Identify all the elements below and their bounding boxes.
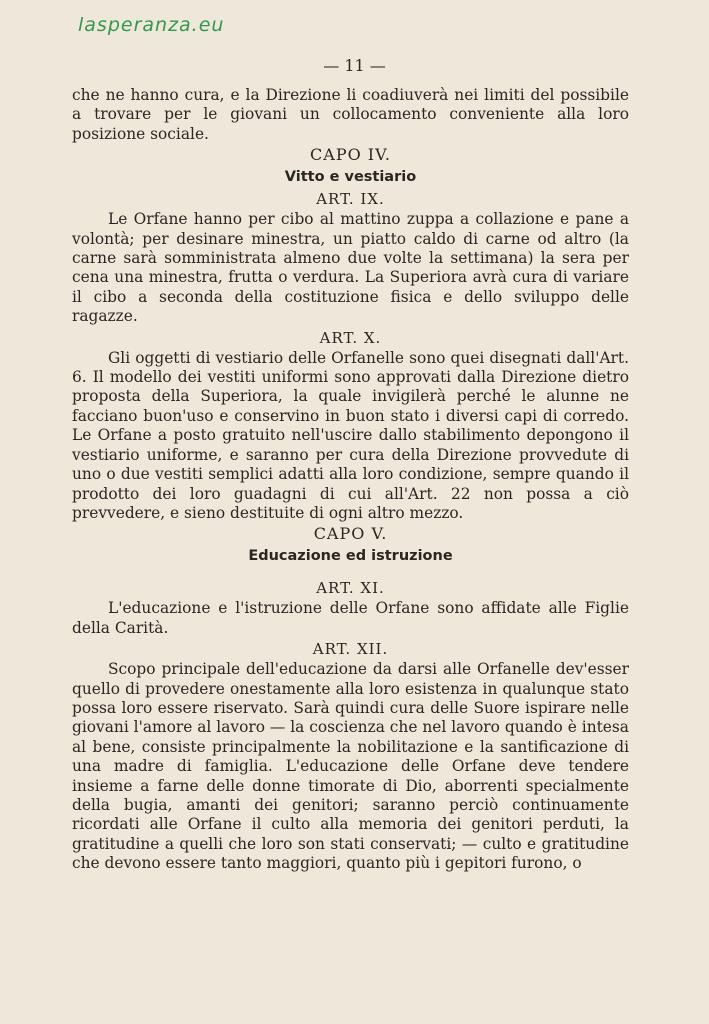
page-number: — 11 —: [323, 56, 386, 75]
watermark: lasperanza.eu: [78, 14, 225, 36]
capo-5-title: Educazione ed istruzione: [248, 548, 453, 565]
capo-5-heading: CAPO V.: [313, 524, 388, 544]
art-11-heading: ART. XI.: [316, 579, 385, 598]
art-10-heading: ART. X.: [319, 328, 382, 347]
art-11-paragraph: L'educazione e l'istruzione delle Orfane sono affidate alle Figlie della Carità.: [72, 599, 629, 637]
page-body: [72, 86, 629, 874]
art-10-paragraph: Gli oggetti di vestiario delle Orfanelle sono quei disegnati dall'Art. 6. Il modello dei vestiti uniformi sono approvati dalla Direzione dietro proposta della Superiora, la quale invigilerà perché le alunne ne facciano buon'uso e conservino in buon stato i diversi capi di corredo. Le Orfane a posto gratuito nell'uscire dallo stabilimento depongono il vestiario uniforme, e saranno per cura della Direzione provvedute di uno o due vestiti semplici adatti alla loro condizione, sempre quando il prodotto dei loro guadagni di cui all'Art. 22 non possa a ciò prevvedere, e sieno destituite di ogni altro mezzo.: [72, 348, 629, 522]
art-9-heading: ART. IX.: [316, 190, 385, 209]
art-12-paragraph: Scopo principale dell'educazione da darsi alle Orfanelle dev'esser quello di provedere onestamente alla loro esistenza in qualunque stato possa loro essere riservato. Sarà quindi cura delle Suore ispirare nelle giovani l'amore al lavoro — la coscienza che nel lavoro quando è intesa al bene, consiste principalmente la nobilitazione e la santificazione di una madre di famiglia. L'educazione delle Orfane deve tendere insieme a farne delle donne timorate di Dio, aborrenti specialmente della bugia, amanti dei genitori; saranno perciò continuamente ricordati alle Orfane il culto alla memoria dei genitori perduti, la gratitudine a quelli che loro son stati conservati; — culto e gratitudine che devono essere tanto maggiori, quanto più i gepitori furono, o: [72, 660, 629, 873]
capo-4-title: Vitto e vestiario: [284, 169, 417, 186]
capo-4-heading: CAPO IV.: [310, 145, 391, 165]
art-12-heading: ART. XII.: [312, 640, 389, 659]
art-9-paragraph: Le Orfane hanno per cibo al mattino zuppa a collazione e pane a volontà; per desinare minestra, un piatto caldo di carne od altro (la carne sarà somministrata almeno due volte la settimana) la sera per cena una minestra, frutta o verdura. La Superiora avrà cura di variare il cibo a seconda della costituzione fisica e dello sviluppo delle ragazze.: [72, 210, 629, 326]
intro-paragraph: che ne hanno cura, e la Direzione li coadiuverà nei limiti del possibile a trovare per le giovani un collocamento conveniente alla loro posizione sociale.: [72, 86, 629, 143]
